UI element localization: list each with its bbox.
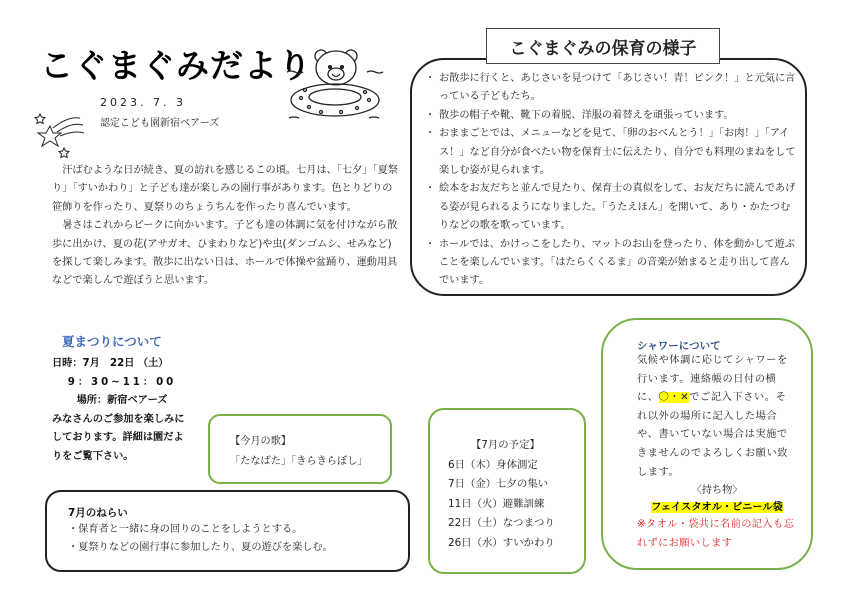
shooting-star-icon [28,108,88,160]
hoiku-list [428,70,798,291]
intro-paragraph: 汗ばむような日が続き、夏の訪れを感じるこの頃。七月は、「七夕」「夏祭り」「すいかわり」と子ども達が楽しみの園行事があります。色とりどりの笹飾りを作ったり、夏祭りのちょうちんを作ったり喜んでいます。 [52,165,398,213]
hoiku-item: ・ 散歩の帽子や靴、靴下の着脱、洋服の着替えを頑張っています。 [428,107,798,125]
shower-text-after: でご記入下さい。それ以外の場所に記入した場合や、書いていない場合は実施できませんのでよろしくお願い致します。 [637,392,789,478]
nerai-item: ・夏祭りなどの園行事に参加したり、夏の遊びを楽しむ。 [68,542,333,554]
hoiku-item: ・ お散歩に行くと、あじさいを見つけて「あじさい！青！ピンク！」と元気に言っている子どもたち。 [428,70,798,107]
issue-date: 2023. 7. 3 [100,96,186,109]
shower-text-before: 気候や体調に応じてシャワーを行います。連絡帳の日付の横に、 [637,355,788,404]
belongings-items [637,498,797,513]
hoiku-item: ・ ホールでは、かけっこをしたり、マットのお山を登ったり、体を動かして遊ぶことを楽しんでいます。「はたらくくるま」の音楽が始まると走り出して喜んでいます。 [428,236,798,291]
shower-description [637,352,797,482]
shower-heading: シャワーについて [637,340,721,352]
hoiku-item: ・ 絵本をお友だちと並んで見たり、保育士の真似をして、お友だちに読んであげる姿が見られるようになりました。「うたえほん」を開いて、あり・かたつむりなどの歌を歌っています。 [428,180,798,235]
schedule-item: 26日（水）すいかわり [448,536,555,549]
schedule-item: 11日（火）避難訓練 [448,497,545,510]
nerai-item: ・保育者と一緒に身の回りのことをしようとする。 [68,524,303,535]
song-section [230,432,368,472]
schedule-heading: 【7月の予定】 [470,439,540,451]
schedule-item: 6日（木）身体測定 [448,458,538,471]
matsuri-time: 9：30~11：00 [67,376,177,388]
intro-paragraph: 暑さはこれからピークに向かいます。子ども達の体調に気を付けながら散歩に出かけ、夏の花(アサガオ、ひまわりなど)や虫(ダンゴムシ、せみなど)を探して楽しみます。散歩に出ない日は、ホールで体操や盆踊り、運動用具などで楽しんで遊ぼうと思います。 [52,220,398,287]
nerai-list [68,521,333,558]
matsuri-datetime: 日時：7月 22日 （土） [52,358,169,369]
song-titles: 「たなばた」「きらきらぼし」 [230,456,368,467]
matsuri-heading: 夏まつりについて [62,334,162,349]
matsuri-message: みなさんのご参加を楽しみにしております。詳細は園だよりをご覧下さい。 [52,413,185,462]
newsletter-title: こぐまぐみだより [40,46,312,85]
schedule-list [448,436,555,554]
intro-paragraphs [52,162,398,291]
hoiku-item: ・ おままごとでは、メニューなどを見て、「卵のおべんとう！」「お肉！」「アイス！」など自分が食べたい物を保育士に伝えたり、自分でも料理のまねをして楽しむ姿が見られます。 [428,125,798,180]
matsuri-place: 場所：新宿ベアーズ [76,395,168,407]
matsuri-details [52,355,192,467]
schedule-item: 22日（土）なつまつり [448,517,555,530]
belongings-label: 〈持ち物〉 [691,485,743,496]
song-heading: 【今月の歌】 [230,436,292,447]
shower-mark-highlight: 〇・✕ [658,392,690,404]
hoiku-section-title: こぐまぐみの保育の様子 [486,28,720,64]
belongings-note: ※タオル・袋共に名前の記入も忘れずにお願いします [637,519,795,549]
belongings-highlight: フェイスタオル・ビニール袋 [651,502,783,513]
nerai-heading: 7月のねらい [68,507,128,519]
bear-swim-ring-icon [285,42,385,122]
schedule-item: 7日（金）七夕の集い [448,478,549,491]
school-name: 認定こども園新宿ベアーズ [100,118,220,129]
